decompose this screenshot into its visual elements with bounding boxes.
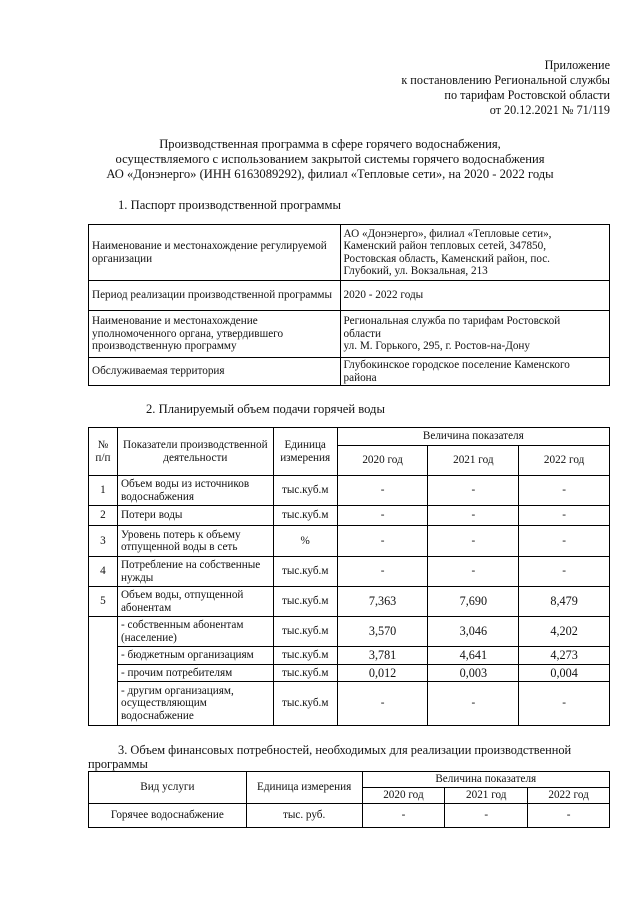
section2-heading: 2. Планируемый объем подачи горячей воды [146, 402, 385, 416]
title-line: осуществляемого с использованием закрытой системы горячего водоснабжения [115, 152, 545, 166]
row-value: - [428, 476, 519, 506]
service-value: - [362, 804, 445, 828]
service-value: - [528, 804, 610, 828]
table-row [89, 526, 610, 557]
row-unit: тыс.куб.м [273, 665, 337, 682]
table-header-row [89, 772, 610, 788]
row-value: - [519, 682, 610, 726]
table-row [89, 476, 610, 506]
value-line: Глубокий, ул. Вокзальная, 213 [343, 265, 488, 277]
table-row [89, 665, 610, 682]
row-value: 0,004 [519, 665, 610, 682]
row-unit: тыс.куб.м [273, 647, 337, 665]
row-unit: тыс.куб.м [273, 476, 337, 506]
service-unit: тыс. руб. [246, 804, 362, 828]
water-supply-table [88, 427, 610, 726]
header-num: № п/п [89, 428, 118, 476]
value-line: области [343, 327, 381, 340]
document-title [60, 137, 600, 182]
passport-label: Обслуживаемая территория [89, 358, 341, 386]
row-name: - собственным абонентам (население) [117, 617, 273, 647]
section1-heading: 1. Паспорт производственной программы [118, 198, 341, 212]
passport-label: Наименование и местонахождение регулируемой организации [89, 225, 341, 281]
row-unit: тыс.куб.м [273, 506, 337, 526]
table-row [89, 311, 610, 358]
appendix-header [401, 58, 610, 118]
row-name: - прочим потребителям [117, 665, 273, 682]
row-value: 3,046 [428, 617, 519, 647]
row-name: Объем воды из источников водоснабжения [117, 476, 273, 506]
row-value: 7,690 [428, 587, 519, 617]
value-line: Ростовская область, Каменский район, пос. [343, 252, 550, 265]
row-value: 3,570 [337, 617, 428, 647]
appendix-line: по тарифам Ростовской области [444, 88, 610, 102]
table-header-row [89, 428, 610, 446]
row-value: - [337, 526, 428, 557]
table-row [89, 617, 610, 647]
row-value: - [519, 506, 610, 526]
table-row [89, 358, 610, 386]
row-num: 3 [89, 526, 118, 557]
value-line: Региональная служба по тарифам Ростовской [343, 315, 561, 328]
row-value: - [519, 557, 610, 587]
header-year: 2022 год [528, 788, 610, 804]
row-num: 4 [89, 557, 118, 587]
appendix-line: от 20.12.2021 № 71/119 [489, 103, 610, 117]
passport-value [340, 225, 609, 281]
value-line: Каменский район тепловых сетей, 347850, [343, 240, 547, 252]
row-value: - [337, 682, 428, 726]
row-name: Объем воды, отпущенной абонентам [117, 587, 273, 617]
row-name: - бюджетным организациям [117, 647, 273, 665]
row-unit: тыс.куб.м [273, 617, 337, 647]
row-value: - [428, 557, 519, 587]
header-indicator: Показатели производственной деятельности [117, 428, 273, 476]
service-name: Горячее водоснабжение [89, 804, 247, 828]
passport-value [340, 311, 609, 358]
table-row [89, 587, 610, 617]
row-value: - [428, 506, 519, 526]
row-unit: тыс.куб.м [273, 587, 337, 617]
table-row [89, 506, 610, 526]
section3-heading: 3. Объем финансовых потребностей, необходимых для реализации производственной [118, 743, 572, 757]
row-unit: % [273, 526, 337, 557]
row-unit: тыс.куб.м [273, 682, 337, 726]
row-value: 8,479 [519, 587, 610, 617]
table-row [89, 225, 610, 281]
row-value: 4,202 [519, 617, 610, 647]
header-unit: Единица измерения [273, 428, 337, 476]
row-value: 3,781 [337, 647, 428, 665]
section3-heading-cont: программы [88, 757, 148, 771]
title-line: АО «Донэнерго» (ИНН 6163089292), филиал «Тепловые сети», на 2020 - 2022 годы [106, 167, 554, 181]
appendix-line: Приложение [544, 58, 610, 72]
row-value: 0,012 [337, 665, 428, 682]
header-year: 2022 год [519, 446, 610, 476]
header-value: Величина показателя [337, 428, 609, 446]
value-line: района [343, 371, 377, 384]
header-year: 2020 год [337, 446, 428, 476]
row-value: 0,003 [428, 665, 519, 682]
service-value: - [445, 804, 528, 828]
passport-table [88, 224, 610, 386]
header-year: 2021 год [428, 446, 519, 476]
header-unit: Единица измерения [246, 772, 362, 804]
row-value: 4,273 [519, 647, 610, 665]
row-num-empty [89, 617, 118, 726]
row-num: 5 [89, 587, 118, 617]
passport-value: 2020 - 2022 годы [340, 281, 609, 311]
passport-label: Наименование и местонахождение уполномоченного органа, утвердившего производственную программу [89, 311, 341, 358]
header-year: 2020 год [362, 788, 445, 804]
table-row [89, 682, 610, 726]
row-name: Уровень потерь к объему отпущенной воды в сеть [117, 526, 273, 557]
row-unit: тыс.куб.м [273, 557, 337, 587]
row-name: Потребление на собственные нужды [117, 557, 273, 587]
row-value: - [428, 682, 519, 726]
appendix-line: к постановлению Региональной службы [401, 73, 610, 87]
row-value: - [337, 506, 428, 526]
header-service: Вид услуги [89, 772, 247, 804]
row-value: - [519, 476, 610, 506]
value-line: Глубокинское городское поселение Каменского [343, 359, 570, 371]
row-name: - другим организациям, осуществляющим водоснабжение [117, 682, 273, 726]
row-value: 7,363 [337, 587, 428, 617]
row-value: - [519, 526, 610, 557]
row-value: 4,641 [428, 647, 519, 665]
passport-value [340, 358, 609, 386]
value-line: ул. М. Горького, 295, г. Ростов-на-Дону [343, 340, 530, 353]
table-row [89, 647, 610, 665]
header-value: Величина показателя [362, 772, 609, 788]
title-line: Производственная программа в сфере горячего водоснабжения, [159, 137, 501, 151]
row-value: - [428, 526, 519, 557]
row-num: 2 [89, 506, 118, 526]
value-line: АО «Донэнерго», филиал «Тепловые сети», [343, 227, 552, 240]
table-row [89, 281, 610, 311]
finance-table [88, 771, 610, 828]
header-year: 2021 год [445, 788, 528, 804]
row-value: - [337, 557, 428, 587]
row-num: 1 [89, 476, 118, 506]
row-value: - [337, 476, 428, 506]
passport-label: Период реализации производственной программы [89, 281, 341, 311]
table-row [89, 557, 610, 587]
row-name: Потери воды [117, 506, 273, 526]
table-row [89, 804, 610, 828]
